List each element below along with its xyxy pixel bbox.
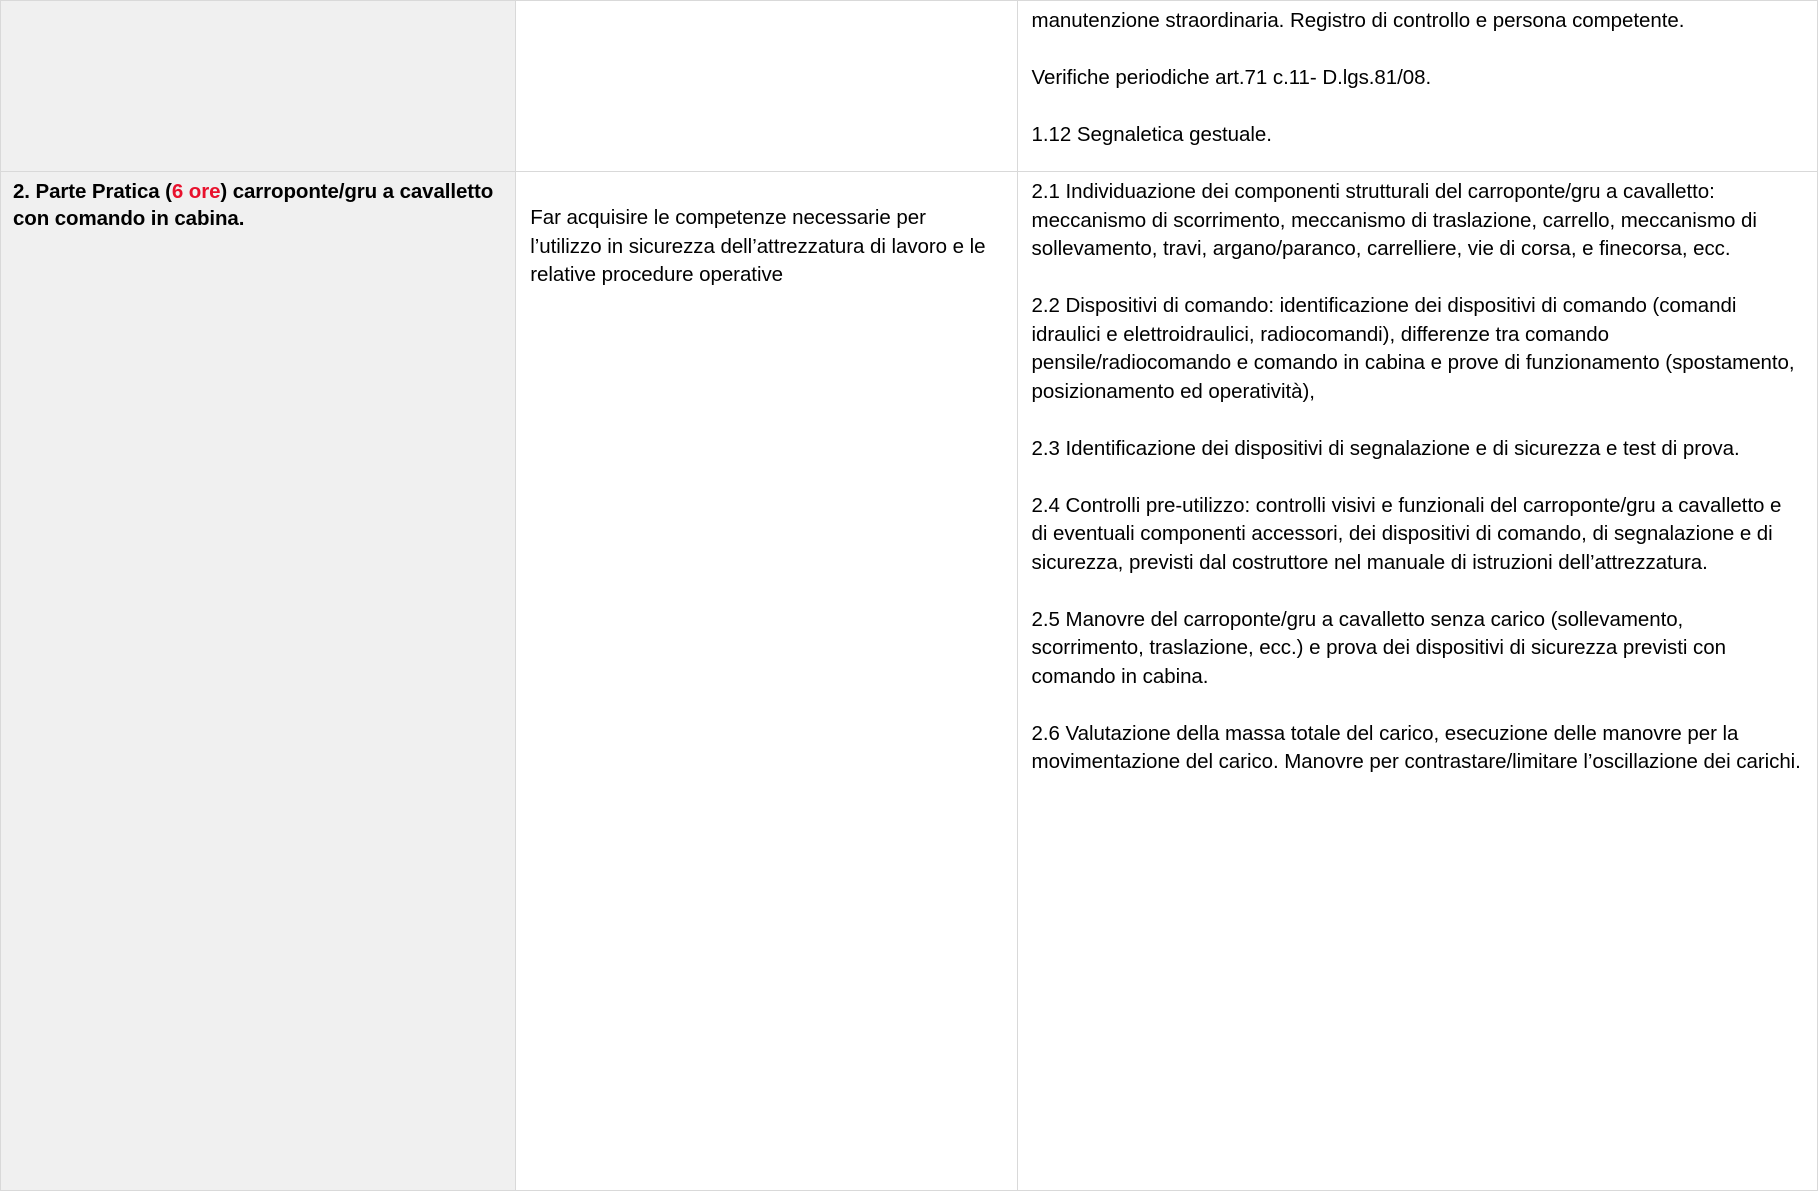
table-row	[1, 172, 1818, 1191]
content-paragraph: 2.5 Manovre del carroponte/gru a cavalletto senza carico (sollevamento, scorrimento, traslazione, ecc.) e prova dei dispositivi di sicurezza previsti con comando in cabina.	[1031, 607, 1726, 688]
content-paragraph: manutenzione straordinaria. Registro di controllo e persona competente.	[1031, 9, 1685, 32]
content-paragraph: 2.2 Dispositivi di comando: identificazione dei dispositivi di comando (comandi idraulici e elettroidraulici, radiocomandi), differenze tra comando pensile/radiocomando e comando in cabina e prove di funzionamento (spostamento, posizionamento ed operatività),	[1031, 294, 1795, 403]
topic-cell-continued	[1, 1, 516, 172]
topic-title	[13, 178, 505, 232]
content-paragraph: 2.6 Valutazione della massa totale del carico, esecuzione delle manovre per la movimentazione del carico. Manovre per contrastare/limitare l’oscillazione dei carichi.	[1031, 721, 1801, 773]
topic-hours-badge: 6 ore	[171, 180, 221, 203]
content-cell-modulo-2	[1017, 172, 1817, 1191]
content-paragraph: 2.3 Identificazione dei dispositivi di segnalazione e di sicurezza e test di prova.	[1031, 436, 1740, 460]
goal-cell-modulo-2	[516, 172, 1017, 1191]
goal-text: Far acquisire le competenze necessarie per l’utilizzo in sicurezza dell’attrezzatura di lavoro e le relative procedure operative	[530, 206, 986, 286]
content-paragraph: 2.4 Controlli pre-utilizzo: controlli visivi e funzionali del carroponte/gru a cavalletto e di eventuali componenti accessori, dei dispositivi di comando, di segnalazione e di sicurezza, previsti dal costruttore nel manuale di istruzioni dell’attrezzatura.	[1031, 493, 1782, 574]
topic-title-suffix: ) carroponte/gru a cavalletto con comando in cabina.	[13, 180, 494, 230]
content-paragraph: 1.12 Segnaletica gestuale.	[1031, 123, 1272, 146]
goal-cell-continued	[516, 1, 1017, 172]
content-paragraph: Verifiche periodiche art.71 c.11- D.lgs.81/08.	[1031, 66, 1432, 89]
content-cell-continued	[1017, 1, 1817, 172]
content-paragraph: 2.1 Individuazione dei componenti strutturali del carroponte/gru a cavalletto: meccanismo di scorrimento, meccanismo di traslazione, carrello, meccanismo di sollevamento, travi, argano/paranco, carrelliere, vie di corsa, e finecorsa, ecc.	[1031, 180, 1757, 260]
topic-cell-modulo-2	[1, 172, 516, 1191]
table-row	[1, 1, 1818, 172]
topic-title-prefix: 2. Parte Pratica (	[13, 180, 172, 203]
